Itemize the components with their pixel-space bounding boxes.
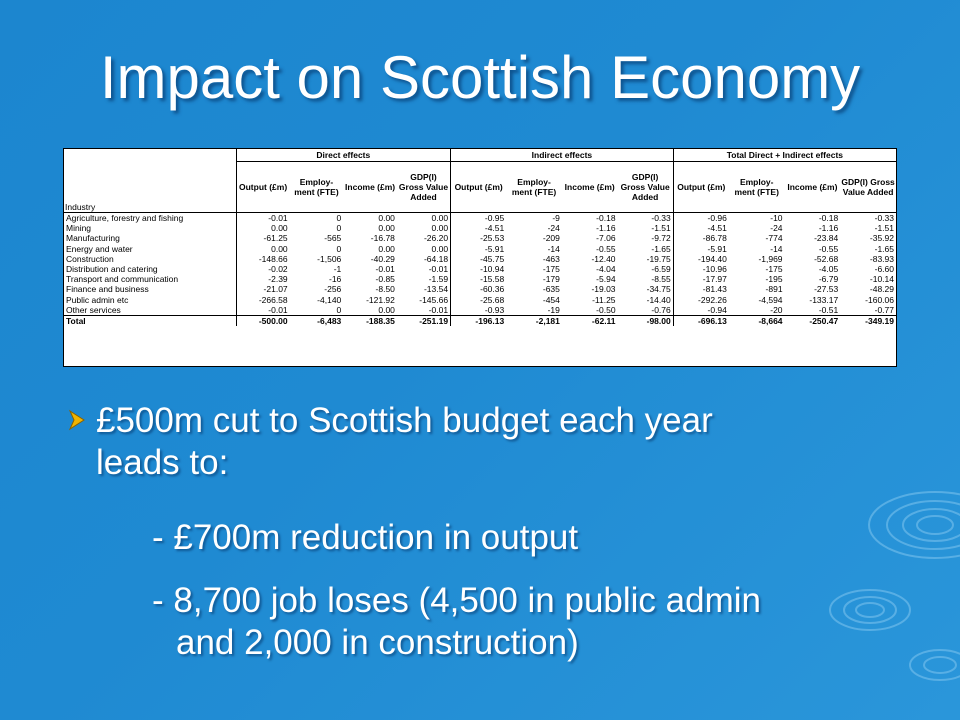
col-output: Output (£m) <box>677 182 726 192</box>
col-employment: Employ-ment (FTE) <box>294 177 339 197</box>
table-cell: -1.16 <box>818 223 839 234</box>
table-cell: -1.16 <box>596 223 616 234</box>
table-cell: -35.92 <box>869 233 894 244</box>
table-cell: -61.25 <box>263 233 288 244</box>
table-cell: -565 <box>324 233 342 244</box>
bullet-list <box>90 400 930 662</box>
table-cell: -48.29 <box>869 284 894 295</box>
table-cell: -98.00 <box>618 316 674 327</box>
table-row <box>64 254 896 264</box>
sub-point-output: - £700m reduction in output <box>152 518 579 557</box>
sub-point-jobs <box>152 580 912 664</box>
table-cell: -20 <box>770 304 783 315</box>
table-cell: -24 <box>770 223 783 234</box>
table-cell: -0.01 <box>397 305 451 316</box>
table-cell: -0.94 <box>707 304 727 315</box>
table-cell: 0 <box>336 304 342 315</box>
table-cell: -14.40 <box>618 295 674 305</box>
table-cell: -8.50 <box>375 284 395 295</box>
table-cell: -6.59 <box>618 264 674 274</box>
table-cell: -463 <box>542 253 560 264</box>
table-cell: -21.07 <box>263 284 288 295</box>
table-cell: 0.00 <box>397 244 451 254</box>
table-cell: -0.96 <box>707 213 727 223</box>
table-cell: 0 <box>336 223 342 234</box>
industry-name: Total <box>64 316 236 327</box>
col-gva: GDP(I) Gross Value Added <box>841 177 895 197</box>
industry-name: Manufacturing <box>64 233 236 243</box>
table-cell: -1,969 <box>758 253 783 264</box>
table-cell: -188.35 <box>343 316 397 327</box>
col-output: Output (£m) <box>454 182 503 192</box>
table-row <box>64 284 896 294</box>
col-employment: Employ-ment (FTE) <box>511 177 557 197</box>
table-cell: -4,140 <box>317 294 342 305</box>
group-direct-effects: Direct effects <box>236 149 451 162</box>
table-cell: -292.26 <box>698 294 727 305</box>
table-cell: 0.00 <box>397 213 451 224</box>
table-cell: -454 <box>542 294 560 305</box>
table-cell: -19 <box>547 304 560 315</box>
table-cell: -23.84 <box>814 233 839 244</box>
table-cell: -0.01 <box>375 264 395 275</box>
table-row <box>64 305 896 316</box>
table-cell: -0.01 <box>268 304 288 315</box>
table-cell: -696.13 <box>673 316 729 327</box>
table-row <box>64 244 896 254</box>
table-cell: -4,594 <box>758 294 783 305</box>
bullet-main <box>90 400 930 484</box>
table-cell: 0.00 <box>378 213 395 223</box>
table-cell: -9 <box>552 213 560 223</box>
table-cell: -0.50 <box>596 304 616 315</box>
table-cell: -0.33 <box>618 213 674 224</box>
table-cell: -45.75 <box>480 253 505 264</box>
table-cell: -25.68 <box>480 294 505 305</box>
table-cell: -0.85 <box>375 274 395 285</box>
table-cell: -0.95 <box>484 213 505 223</box>
column-header-row <box>64 162 896 213</box>
table-cell: 0.00 <box>378 223 395 234</box>
industry-name: Construction <box>64 254 236 264</box>
table-cell: -0.18 <box>818 213 839 223</box>
table-cell: -83.93 <box>869 253 894 264</box>
table-cell: -17.97 <box>702 274 727 285</box>
table-cell: -0.02 <box>268 264 288 275</box>
table-cell: -62.11 <box>562 316 618 327</box>
table-cell: -4.51 <box>707 223 727 234</box>
table-cell: -209 <box>542 233 560 244</box>
table-cell: -64.18 <box>397 254 451 264</box>
table-cell: -8,664 <box>729 316 785 327</box>
col-output: Output (£m) <box>239 182 288 192</box>
table-cell: -133.17 <box>809 294 839 305</box>
table-row <box>64 213 896 224</box>
bullet-main-line1: £500m cut to Scottish budget each year <box>96 401 713 440</box>
table-row <box>64 274 896 284</box>
table-cell: 0.00 <box>378 304 395 315</box>
bullet-main-line2: leads to: <box>96 443 229 482</box>
table-cell: -0.55 <box>596 243 616 254</box>
table-cell: -10 <box>770 213 783 223</box>
table-cell: -1,506 <box>317 253 342 264</box>
table-cell: 0.00 <box>397 223 451 233</box>
table-row <box>64 295 896 305</box>
group-header-row <box>64 149 896 162</box>
table-cell: -27.53 <box>814 284 839 295</box>
table-cell: -179 <box>542 274 560 285</box>
table-cell: -16.78 <box>370 233 395 244</box>
table-cell: 0.00 <box>378 243 395 254</box>
table-cell: -349.19 <box>840 316 896 327</box>
table-cell: -6,483 <box>290 316 344 327</box>
table-cell: -0.76 <box>618 305 674 316</box>
table-cell: -86.78 <box>702 233 727 244</box>
table-cell: -5.91 <box>484 243 505 254</box>
table-cell: -34.75 <box>618 284 674 294</box>
table-total-row <box>64 316 896 327</box>
sub-point-jobs-line2: and 2,000 in construction) <box>176 623 579 662</box>
table-cell: -250.47 <box>785 316 841 327</box>
table-cell: -0.55 <box>818 243 839 254</box>
col-income: Income (£m) <box>564 182 615 192</box>
table-cell: 0 <box>336 243 342 254</box>
table-cell: -0.01 <box>397 264 451 274</box>
industry-name: Agriculture, forestry and fishing <box>64 213 236 224</box>
table-cell: -7.06 <box>596 233 616 244</box>
table-cell: -194.40 <box>698 253 727 264</box>
table-cell: 0 <box>336 213 342 223</box>
table-cell: -10.94 <box>480 264 505 275</box>
table-cell: -1.65 <box>618 244 674 254</box>
table-cell: -160.06 <box>865 294 894 305</box>
industry-name: Other services <box>64 305 236 316</box>
industry-name: Energy and water <box>64 244 236 254</box>
table-cell: -1.59 <box>397 274 451 284</box>
table-cell: -774 <box>765 233 783 244</box>
table-cell: -0.93 <box>484 304 505 315</box>
table-cell: -14 <box>547 243 560 254</box>
table-cell: 0.00 <box>271 243 288 254</box>
table-cell: -1.65 <box>874 243 894 254</box>
table-cell: -1 <box>333 264 342 275</box>
table-cell: -4.05 <box>818 264 839 275</box>
table-cell: -19.03 <box>591 284 616 295</box>
col-gva: GDP(I) Gross Value Added <box>397 162 451 213</box>
industry-name: Transport and communication <box>64 274 236 284</box>
group-indirect-effects: Indirect effects <box>451 149 674 162</box>
table-cell: -0.01 <box>268 213 288 223</box>
economic-impact-table <box>63 148 897 367</box>
table-cell: -12.40 <box>591 253 616 264</box>
table-cell: -256 <box>324 284 342 295</box>
table-cell: -16 <box>328 274 342 285</box>
table-cell: -500.00 <box>236 316 290 327</box>
col-gva: GDP(I) Gross Value Added <box>618 162 674 213</box>
table-row <box>64 233 896 243</box>
table-cell: -15.58 <box>480 274 505 285</box>
table-cell: -251.19 <box>397 316 451 327</box>
table-cell: -196.13 <box>451 316 507 327</box>
table-cell: -635 <box>542 284 560 295</box>
table-cell: -1.51 <box>618 223 674 233</box>
table-cell: -10.14 <box>869 274 894 285</box>
table-cell: -1.51 <box>874 223 894 234</box>
table-cell: -175 <box>765 264 783 275</box>
table-cell: -5.94 <box>596 274 616 285</box>
table-cell: -9.72 <box>618 233 674 243</box>
col-employment: Employ-ment (FTE) <box>734 177 779 197</box>
table-cell: -5.91 <box>707 243 727 254</box>
group-total-effects: Total Direct + Indirect effects <box>673 149 896 162</box>
table-cell: -195 <box>765 274 783 285</box>
table-cell: 0.00 <box>271 223 288 234</box>
table-cell: -8.55 <box>618 274 674 284</box>
table-cell: -4.51 <box>484 223 505 234</box>
table-cell: -2,181 <box>506 316 562 327</box>
table-cell: -24 <box>547 223 560 234</box>
table-cell: -14 <box>770 243 783 254</box>
table-cell: -13.54 <box>397 284 451 294</box>
arrow-bullet-icon <box>68 409 86 431</box>
industry-name: Mining <box>64 223 236 233</box>
table-cell: -0.51 <box>818 304 839 315</box>
table-cell: -145.66 <box>397 295 451 305</box>
group-header-blank <box>64 149 236 162</box>
table-row <box>64 223 896 233</box>
table-cell: -0.33 <box>874 213 894 223</box>
table-cell: -175 <box>542 264 560 275</box>
table-cell: -52.68 <box>814 253 839 264</box>
table-cell: -266.58 <box>258 294 288 305</box>
table-cell: -121.92 <box>366 294 395 305</box>
table-cell: -0.77 <box>874 304 894 315</box>
table-cell: -891 <box>765 284 783 295</box>
slide-title: Impact on Scottish Economy <box>99 44 861 111</box>
table-cell: -6.79 <box>818 274 839 285</box>
table-cell: -4.04 <box>596 264 616 275</box>
industry-name: Public admin etc <box>64 295 236 305</box>
table-row <box>64 264 896 274</box>
table-cell: -40.29 <box>370 253 395 264</box>
table-cell: -60.36 <box>480 284 505 295</box>
table-cell: -81.43 <box>702 284 727 295</box>
table-cell: -19.75 <box>618 254 674 264</box>
table-cell: -6.60 <box>874 264 894 275</box>
table-cell: -11.25 <box>592 294 616 305</box>
table-cell: -10.96 <box>702 264 727 275</box>
col-income: Income (£m) <box>787 182 838 192</box>
industry-name: Distribution and catering <box>64 264 236 274</box>
table-cell: -25.53 <box>480 233 505 244</box>
table-cell: -2.39 <box>268 274 288 285</box>
table-cell: -26.20 <box>397 233 451 243</box>
table-cell: -0.18 <box>596 213 616 223</box>
industry-name: Finance and business <box>64 284 236 294</box>
sub-point-jobs-line1: - 8,700 job loses (4,500 in public admin <box>152 581 761 620</box>
table-cell: -148.66 <box>258 253 288 264</box>
col-income: Income (£m) <box>345 182 396 192</box>
industry-header: Industry <box>64 162 236 213</box>
